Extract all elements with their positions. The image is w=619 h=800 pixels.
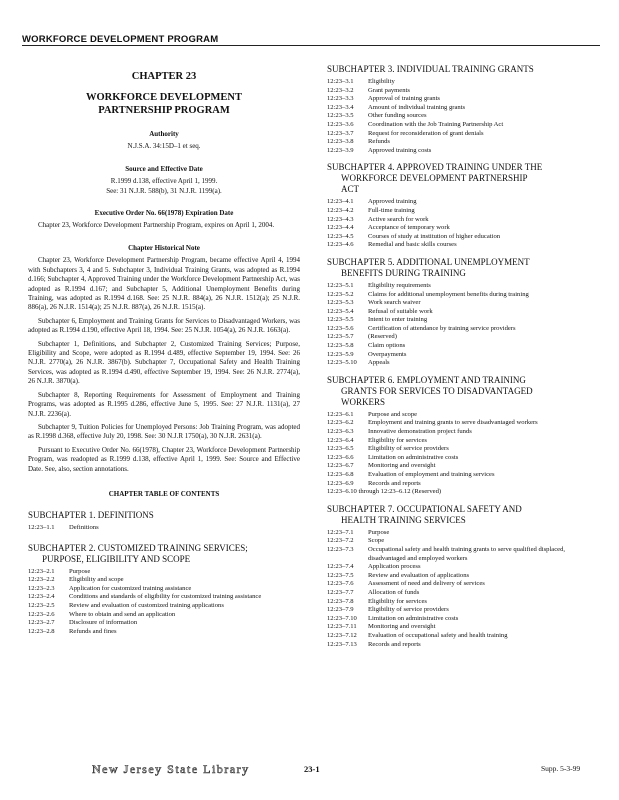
- executive-order-heading: Executive Order No. 66(1978) Expiration Date: [94, 209, 234, 217]
- section-title: Assessment of need and delivery of services: [368, 580, 485, 588]
- section-number: 12:23–6.6: [327, 453, 354, 461]
- section-number: 12:23–3.3: [327, 95, 354, 103]
- toc-entry: [327, 529, 599, 538]
- header-rule: [22, 45, 600, 46]
- left-column: [28, 64, 300, 636]
- section-number: 12:23–7.5: [327, 571, 354, 579]
- section-title: Eligibility and scope: [69, 576, 124, 584]
- section-number: 12:23–6.5: [327, 445, 354, 453]
- historical-note-paragraph: Subchapter 8, Reporting Requirements for Assessment of Employment and Training Programs, was adopted as R.1995 d.286, effective June 5, 1995. See: 27 N.J.R. 1131(a), 27 N.J.R. 2236(a).: [28, 390, 300, 418]
- toc-entry: [327, 589, 599, 598]
- toc-entry: [327, 233, 599, 242]
- toc-entry: [327, 471, 599, 480]
- section-number: 12:23–2.8: [28, 627, 55, 635]
- section-title: Limitation on administrative costs: [368, 453, 459, 461]
- section-number: 12:23–7.13: [327, 640, 357, 648]
- section-number: 12:23–7.1: [327, 528, 354, 536]
- section-number: 12:23–7.9: [327, 606, 354, 614]
- subchapter-2-title-line-2: PURPOSE, ELIGIBILITY AND SCOPE: [42, 553, 191, 564]
- section-number: 12:23–7.7: [327, 588, 354, 596]
- section-number: 12:23–5.10: [327, 359, 357, 367]
- toc-entry: [327, 606, 599, 615]
- section-title: Coordination with the Job Training Partnership Act: [368, 120, 504, 128]
- toc-entry: [327, 437, 599, 446]
- section-number: 12:23–3.2: [327, 86, 354, 94]
- section-number: 12:23–5.5: [327, 316, 354, 324]
- page-number: 23-1: [304, 764, 320, 774]
- section-number: 12:23–5.4: [327, 307, 354, 315]
- section-title: Purpose: [69, 567, 91, 575]
- subchapter-6-toc: [327, 411, 599, 488]
- toc-entry: [28, 585, 300, 594]
- running-head: WORKFORCE DEVELOPMENT PROGRAM: [22, 34, 219, 45]
- subchapter-6-title-line-1: SUBCHAPTER 6. EMPLOYMENT AND TRAINING: [327, 374, 526, 385]
- toc-entry: [327, 632, 599, 641]
- subchapter-6-reserved-sections: [327, 488, 599, 497]
- section-title: Application process: [368, 563, 421, 571]
- section-title: Purpose: [368, 528, 390, 536]
- section-number: 12:23–3.4: [327, 103, 354, 111]
- toc-entry: [327, 598, 599, 607]
- toc-entry: [327, 480, 599, 489]
- subchapter-2-title: [28, 543, 300, 565]
- section-number: 12:23–3.5: [327, 112, 354, 120]
- toc-entry: [327, 428, 599, 437]
- section-number: 12:23–4.1: [327, 198, 354, 206]
- chapter-title-line-1: WORKFORCE DEVELOPMENT: [85, 92, 243, 103]
- section-title: Eligibility of service providers: [368, 445, 449, 453]
- toc-entry: [327, 546, 599, 563]
- subchapter-3-title: SUBCHAPTER 3. INDIVIDUAL TRAINING GRANTS: [327, 64, 534, 74]
- section-title: Active search for work: [368, 215, 429, 223]
- section-number: 12:23–6.1: [327, 410, 354, 418]
- section-number: 12:23–4.6: [327, 241, 354, 249]
- reserved-range-text: 12:23–6.10 through 12:23–6.12 (Reserved): [327, 488, 442, 496]
- section-title: Eligibility: [368, 78, 395, 85]
- toc-entry: [327, 207, 599, 216]
- section-number: 12:23–7.12: [327, 631, 357, 639]
- historical-note-heading: Chapter Historical Note: [128, 244, 200, 253]
- section-title: Allocation of funds: [368, 588, 420, 596]
- supplement-date: Supp. 5-3-99: [541, 764, 581, 773]
- toc-entry: [327, 563, 599, 572]
- section-title: Review and evaluation of customized training applications: [69, 601, 224, 609]
- section-title: Claims for additional unemployment benefits during training: [368, 290, 529, 298]
- section-title: Grant payments: [368, 86, 410, 94]
- section-number: 12:23–2.6: [28, 610, 55, 618]
- subchapter-6-title-line-2: GRANTS FOR SERVICES TO DISADVANTAGED: [341, 385, 533, 396]
- subchapter-7-title-line-1: SUBCHAPTER 7. OCCUPATIONAL SAFETY AND: [327, 503, 522, 514]
- section-number: 12:23–6.3: [327, 428, 354, 436]
- section-number: 12:23–2.5: [28, 601, 55, 609]
- subchapter-5-title-line-2: BENEFITS DURING TRAINING: [341, 267, 466, 278]
- section-title: Records and reports: [368, 479, 421, 487]
- section-title: Scope: [368, 537, 385, 545]
- chapter-title: [28, 91, 300, 117]
- section-title: Full-time training: [368, 206, 415, 214]
- toc-entry: [327, 78, 599, 87]
- section-title: Monitoring and oversight: [368, 623, 436, 631]
- subchapter-2-title-line-1: SUBCHAPTER 2. CUSTOMIZED TRAINING SERVICES;: [28, 542, 248, 553]
- section-number: 12:23–3.9: [327, 146, 354, 154]
- section-title: Approved training: [368, 198, 417, 206]
- section-number: 12:23–2.7: [28, 619, 55, 627]
- section-title: Eligibility of service providers: [368, 606, 449, 614]
- toc-entry: [327, 112, 599, 121]
- subchapter-5-toc: [327, 282, 599, 368]
- section-title: Conditions and standards of eligibility for customized training assistance: [69, 593, 262, 601]
- section-title: Refusal of suitable work: [368, 307, 433, 315]
- toc-entry: [327, 445, 599, 454]
- toc-entry: [327, 224, 599, 233]
- section-number: 12:23–5.1: [327, 281, 354, 289]
- section-title: Review and evaluation of applications: [368, 571, 470, 579]
- section-number: 12:23–3.8: [327, 138, 354, 146]
- section-title: Evaluation of employment and training services: [368, 471, 495, 478]
- toc-entry: [28, 611, 300, 620]
- section-number: 12:23–7.6: [327, 580, 354, 588]
- source-line-2: See: 31 N.J.R. 588(b), 31 N.J.R. 1199(a).: [106, 187, 222, 195]
- section-number: 12:23–6.4: [327, 436, 354, 444]
- section-number: 12:23–5.7: [327, 333, 354, 341]
- section-number: 12:23–3.1: [327, 78, 354, 85]
- section-title: Amount of individual training grants: [368, 103, 466, 111]
- toc-entry: [327, 351, 599, 360]
- section-title: Approved training costs: [368, 146, 432, 154]
- subchapter-1-toc: [28, 524, 300, 533]
- section-title: Intent to enter training: [368, 316, 428, 324]
- subchapter-7-title-line-2: HEALTH TRAINING SERVICES: [341, 514, 466, 525]
- section-number: 12:23–1.1: [28, 523, 55, 531]
- section-title: Request for reconsideration of grant denials: [368, 129, 484, 137]
- section-number: 12:23–7.10: [327, 614, 357, 622]
- section-number: 12:23–6.8: [327, 471, 354, 478]
- section-number: 12:23–5.8: [327, 342, 354, 350]
- toc-entry: [327, 121, 599, 130]
- section-number: 12:23–4.3: [327, 215, 354, 223]
- subchapter-5-title: [327, 257, 599, 279]
- historical-note-paragraph: Chapter 23, Workforce Development Partnership Program, became effective April 4, 1994 with Subchapters 3, 4 and 5. Subchapter 3, Individual Training Grants, was adopted as R.1994 d.166; Subchapter 4, Approved Training under the Workforce Development Partnership Act, was adopted as R.1994 d.167; and Subchapter 5, Additional Unemployment Benefits during Training, was adopted as R.1994 d.168. See: 25 N.J.R. 884(a), 26 N.J.R. 1512(a); 25 N.J.R. 886(a), 26 N.J.R. 1514(a); 25 N.J.R. 887(a), 26 N.J.R. 1515(a).: [28, 256, 300, 312]
- toc-entry: [327, 138, 599, 147]
- toc-entry: [327, 462, 599, 471]
- section-title: Eligibility requirements: [368, 281, 431, 289]
- section-number: 12:23–5.9: [327, 350, 354, 358]
- section-title: Innovative demonstration project funds: [368, 428, 472, 436]
- section-title: Refunds and fines: [69, 627, 117, 635]
- toc-entry: [327, 308, 599, 317]
- toc-entry: [28, 619, 300, 628]
- toc-entry: [327, 615, 599, 624]
- section-title: Work search waiver: [368, 299, 421, 307]
- section-title: Evaluation of occupational safety and health training: [368, 631, 508, 639]
- historical-note-paragraph: Subchapter 9, Tuition Policies for Unemployed Persons: Job Training Program, was adopted as R.1998 d.368, effective July 20, 1998. See: 30 N.J.R 1750(a), 30 N.J.R. 2631(a).: [28, 422, 300, 441]
- section-title: Appeals: [368, 359, 390, 367]
- section-title: Monitoring and oversight: [368, 462, 436, 470]
- historical-note-paragraph: Subchapter 1, Definitions, and Subchapter 2, Customized Training Services; Purpose, Eligibility and Scope, were adopted as R.1994 d.489, effective September 19, 1994. See: 26 N.J.R. 2770(a), 26 N.J.R. 3867(b). Subchapter 7, Occupational Safety and Health Training Services, was adopted as R.1994 d.490, effective September 19, 1994. See: 26 N.J.R. 2774(a), 26 N.J.R. 3870(a).: [28, 339, 300, 386]
- toc-entry: [327, 87, 599, 96]
- section-title: Eligibility for services: [368, 597, 427, 605]
- toc-entry: [327, 342, 599, 351]
- historical-note-paragraph: Pursuant to Executive Order No. 66(1978), Chapter 23, Workforce Development Partnership Program, was readopted as R.1999 d.138, effective April 1, 1999. See: Source and Effective Date. See, also, section annotations.: [28, 445, 300, 473]
- toc-entry: [28, 602, 300, 611]
- toc-entry: [327, 623, 599, 632]
- section-title: Occupational safety and health training grants to serve qualified displaced, disadvantaged and employed workers: [368, 545, 566, 562]
- toc-entry: [28, 524, 300, 533]
- section-title: Limitation on administrative costs: [368, 614, 459, 622]
- section-number: 12:23–7.8: [327, 597, 354, 605]
- section-title: Definitions: [69, 523, 99, 531]
- subchapter-4-title-line-1: SUBCHAPTER 4. APPROVED TRAINING UNDER THE: [327, 162, 543, 173]
- toc-entry: [327, 104, 599, 113]
- section-number: 12:23–6.2: [327, 419, 354, 427]
- section-number: 12:23–5.6: [327, 324, 354, 332]
- section-title: Approval of training grants: [368, 95, 440, 103]
- toc-entry: [327, 359, 599, 368]
- subchapter-6-title-line-3: WORKERS: [341, 396, 386, 407]
- subchapter-1-title: SUBCHAPTER 1. DEFINITIONS: [28, 509, 154, 520]
- toc-entry: [28, 628, 300, 637]
- source-heading: Source and Effective Date: [125, 165, 203, 173]
- toc-entry: [327, 411, 599, 420]
- section-number: 12:23–4.5: [327, 232, 354, 240]
- section-title: Application for customized training assistance: [69, 584, 192, 592]
- section-title: Courses of study at institution of higher education: [368, 232, 501, 240]
- toc-entry: [327, 95, 599, 104]
- toc-entry: [327, 198, 599, 207]
- toc-entry: [327, 316, 599, 325]
- chapter-number: CHAPTER 23: [131, 71, 197, 82]
- section-title: Disclosure of information: [69, 619, 138, 627]
- subchapter-3-toc: [327, 78, 599, 155]
- authority-heading: Authority: [149, 130, 179, 138]
- section-number: 12:23–5.2: [327, 290, 354, 298]
- toc-entry: [327, 537, 599, 546]
- subchapter-4-title-line-2: WORKFORCE DEVELOPMENT PARTNERSHIP: [341, 173, 528, 184]
- subchapter-7-toc: [327, 529, 599, 649]
- section-number: 12:23–3.7: [327, 129, 354, 137]
- section-title: Refunds: [368, 138, 390, 146]
- section-title: Acceptance of temporary work: [368, 224, 450, 232]
- subchapter-4-title: [327, 162, 599, 195]
- section-title: Eligibility for services: [368, 436, 427, 444]
- section-title: Where to obtain and send an application: [69, 610, 176, 618]
- section-title: Other funding sources: [368, 112, 427, 120]
- section-number: 12:23–4.4: [327, 224, 354, 232]
- toc-entry: [327, 241, 599, 250]
- source-text: [28, 176, 300, 196]
- toc-entry: [327, 130, 599, 139]
- subchapter-6-title: [327, 375, 599, 408]
- source-line-1: R.1999 d.138, effective April 1, 1999.: [110, 177, 218, 185]
- section-number: 12:23–7.3: [327, 545, 354, 553]
- historical-note-paragraph: Subchapter 6, Employment and Training Grants for Services to Disadvantaged Workers, was adopted as R.1994 d.190, effective April 18, 1994. See: 25 N.J.R. 1054(a), 26 N.J.R. 1663(a).: [28, 316, 300, 335]
- section-number: 12:23–4.2: [327, 206, 354, 214]
- section-number: 12:23–2.4: [28, 593, 55, 601]
- section-number: 12:23–3.6: [327, 120, 354, 128]
- section-title: Certification of attendance by training service providers: [368, 324, 516, 332]
- section-number: 12:23–7.11: [327, 623, 357, 631]
- toc-entry: [327, 572, 599, 581]
- executive-order-text: Chapter 23, Workforce Development Partnership Program, expires on April 1, 2004.: [38, 221, 275, 229]
- toc-entry: [327, 580, 599, 589]
- subchapter-4-toc: [327, 198, 599, 250]
- section-number: 12:23–6.7: [327, 462, 354, 470]
- section-title: Remedial and basic skills courses: [368, 241, 457, 249]
- toc-entry: [327, 325, 599, 334]
- toc-entry: [28, 568, 300, 577]
- section-title: Employment and training grants to serve disadvantaged workers: [368, 419, 538, 427]
- toc-entry: [327, 216, 599, 225]
- section-title: Purpose and scope: [368, 410, 418, 418]
- toc-entry: [28, 576, 300, 585]
- toc-entry: [327, 419, 599, 428]
- toc-entry: [327, 291, 599, 300]
- section-title: Overpayments: [368, 350, 407, 358]
- toc-heading: CHAPTER TABLE OF CONTENTS: [108, 489, 220, 498]
- subchapter-2-toc: [28, 568, 300, 637]
- section-number: 12:23–7.2: [327, 537, 354, 545]
- toc-entry: [327, 299, 599, 308]
- toc-entry: [327, 147, 599, 156]
- subchapter-4-title-line-3: ACT: [341, 184, 359, 195]
- section-title: (Reserved): [368, 333, 397, 341]
- toc-entry: [28, 593, 300, 602]
- right-column: [327, 64, 599, 649]
- section-title: Records and reports: [368, 640, 421, 648]
- section-number: 12:23–2.1: [28, 567, 55, 575]
- section-number: 12:23–2.3: [28, 584, 55, 592]
- authority-text: N.J.S.A. 34:15D–1 et seq.: [127, 142, 201, 150]
- toc-entry: [327, 282, 599, 291]
- subchapter-5-title-line-1: SUBCHAPTER 5. ADDITIONAL UNEMPLOYMENT: [327, 256, 530, 267]
- section-number: 12:23–6.9: [327, 479, 354, 487]
- section-number: 12:23–5.3: [327, 299, 354, 307]
- chapter-title-line-2: PARTNERSHIP PROGRAM: [98, 105, 230, 116]
- subchapter-7-title: [327, 504, 599, 526]
- library-stamp: New Jersey State Library: [92, 762, 250, 776]
- section-title: Claim options: [368, 342, 406, 350]
- toc-entry: [327, 333, 599, 342]
- toc-entry: [327, 641, 599, 650]
- section-number: 12:23–2.2: [28, 576, 55, 584]
- toc-entry: [327, 454, 599, 463]
- section-number: 12:23–7.4: [327, 563, 354, 571]
